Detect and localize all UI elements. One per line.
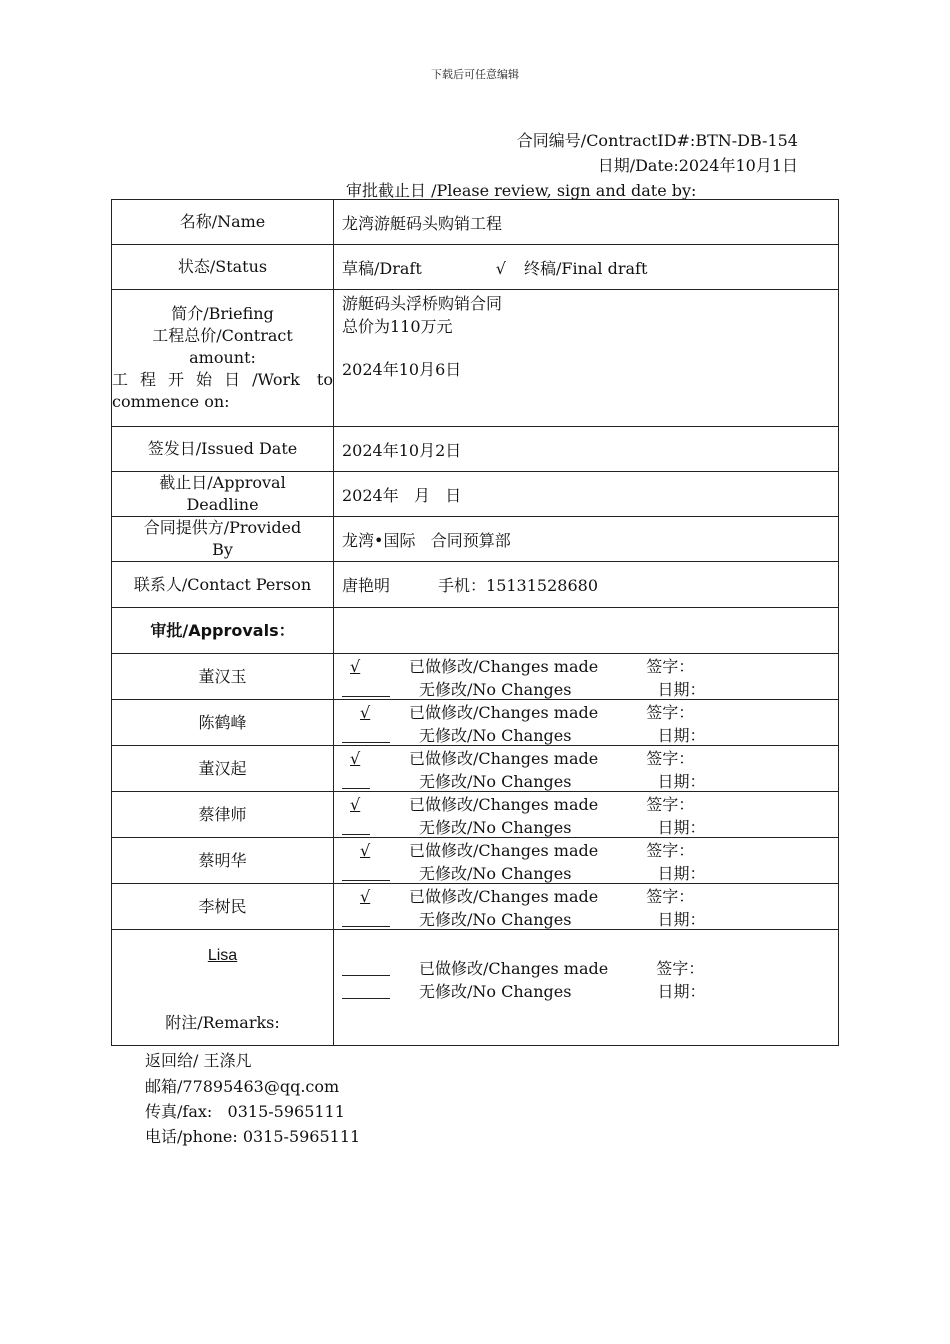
deadline-label-cell: [112, 472, 334, 517]
commence-label-2: commence on:: [112, 392, 230, 411]
no-changes-blank[interactable]: [342, 680, 390, 697]
deadline-label-2: Deadline: [186, 495, 259, 514]
briefing-value: 游艇码头浮桥购销合同: [342, 294, 503, 313]
changes-made-label: 已做修改/Changes made: [409, 657, 599, 676]
row-approvals-heading: [112, 608, 839, 654]
no-changes-label: 无修改/No Changes: [419, 864, 572, 883]
date-label: 日期：: [657, 982, 706, 1001]
lisa-options: [334, 930, 839, 1046]
changes-made-check[interactable]: √: [350, 657, 361, 676]
return-to: 返回给/ 王涤凡: [145, 1051, 252, 1070]
header-date: 日期/Date:2024年10月1日: [597, 156, 798, 175]
sign-label: 签字：: [646, 703, 695, 722]
approver-name: 蔡律师: [112, 792, 334, 838]
approver-row: [112, 838, 839, 884]
approver-name: 董汉起: [112, 746, 334, 792]
footer-fax: 传真/fax: 0315-5965111: [145, 1102, 345, 1121]
approver-options: [334, 746, 839, 792]
contract-id: 合同编号/ContractID#:BTN-DB-154: [516, 131, 798, 150]
approver-options: [334, 792, 839, 838]
approver-row: [112, 884, 839, 930]
no-changes-blank[interactable]: [342, 818, 370, 835]
lisa-row: [112, 930, 839, 1046]
footer-email[interactable]: 邮箱/77895463@qq.com: [145, 1077, 340, 1096]
contact-name: 唐艳明: [342, 576, 391, 595]
deadline-value: 2024年 月 日: [334, 472, 839, 517]
issued-label: 签发日/Issued Date: [112, 427, 334, 472]
status-draft: 草稿/Draft: [342, 258, 422, 278]
amount-value: 总价为110万元: [342, 317, 453, 336]
briefing-label: 简介/Briefing: [171, 304, 274, 323]
amount-label-1: 工程总价/Contract: [152, 326, 293, 345]
row-name: [112, 200, 839, 245]
status-label: 状态/Status: [112, 245, 334, 290]
changes-made-label: 已做修改/Changes made: [409, 749, 599, 768]
approver-name: 蔡明华: [112, 838, 334, 884]
no-changes-label: 无修改/No Changes: [419, 680, 572, 699]
date-label: 日期：: [657, 726, 706, 745]
no-changes-label: 无修改/No Changes: [419, 910, 572, 929]
approvals-empty-cell: [334, 608, 839, 654]
approver-options: [334, 884, 839, 930]
no-changes-blank[interactable]: [342, 910, 390, 927]
changes-made-check[interactable]: √: [360, 887, 371, 906]
no-changes-label: 无修改/No Changes: [419, 982, 572, 1001]
issued-value: 2024年10月2日: [334, 427, 839, 472]
approver-options: [334, 654, 839, 700]
changes-made-blank[interactable]: [342, 959, 390, 976]
date-label: 日期：: [657, 772, 706, 791]
row-contact: [112, 562, 839, 608]
approver-row: [112, 654, 839, 700]
name-label: 名称/Name: [112, 200, 334, 245]
status-value: [334, 245, 839, 290]
changes-made-check[interactable]: √: [350, 795, 361, 814]
remarks-label: 附注/Remarks:: [165, 1013, 280, 1032]
sign-label: 签字：: [646, 795, 695, 814]
approval-form-table: [111, 199, 839, 1046]
commence-label-1: 工程开始日/Work to: [112, 370, 333, 389]
date-label: 日期：: [657, 864, 706, 883]
approver-name: 董汉玉: [112, 654, 334, 700]
changes-made-check[interactable]: √: [360, 841, 371, 860]
no-changes-blank[interactable]: [342, 726, 390, 743]
changes-made-check[interactable]: √: [350, 749, 361, 768]
changes-made-label: 已做修改/Changes made: [409, 841, 599, 860]
no-changes-blank[interactable]: [342, 982, 390, 999]
changes-made-label: 已做修改/Changes made: [409, 795, 599, 814]
sign-label: 签字：: [656, 959, 705, 978]
approver-name: 李树民: [112, 884, 334, 930]
row-status: [112, 245, 839, 290]
approver-row: [112, 700, 839, 746]
commence-value: 2024年10月6日: [342, 360, 462, 379]
provided-label-2: By: [212, 540, 233, 559]
no-changes-blank[interactable]: [342, 864, 390, 881]
amount-label-2: amount:: [189, 348, 256, 367]
provided-label-1: 合同提供方/Provided: [143, 518, 302, 537]
contact-value: [334, 562, 839, 608]
sign-label: 签字：: [646, 887, 695, 906]
approver-row: [112, 746, 839, 792]
no-changes-label: 无修改/No Changes: [419, 818, 572, 837]
date-label: 日期：: [657, 680, 706, 699]
no-changes-label: 无修改/No Changes: [419, 726, 572, 745]
lisa-name: Lisa: [207, 947, 238, 964]
sign-label: 签字：: [646, 657, 695, 676]
approver-row: [112, 792, 839, 838]
no-changes-label: 无修改/No Changes: [419, 772, 572, 791]
sign-label: 签字：: [646, 749, 695, 768]
row-briefing: [112, 290, 839, 427]
deadline-label-1: 截止日/Approval: [159, 473, 286, 492]
changes-made-label: 已做修改/Changes made: [419, 959, 609, 978]
changes-made-label: 已做修改/Changes made: [409, 703, 599, 722]
name-value: 龙湾游艇码头购销工程: [334, 200, 839, 245]
date-label: 日期：: [657, 910, 706, 929]
contact-label: 联系人/Contact Person: [112, 562, 334, 608]
row-provided: [112, 517, 839, 562]
row-deadline: [112, 472, 839, 517]
changes-made-label: 已做修改/Changes made: [409, 887, 599, 906]
approver-options: [334, 700, 839, 746]
row-issued: [112, 427, 839, 472]
briefing-label-cell: [112, 290, 334, 427]
approvals-label: 审批/Approvals：: [112, 608, 334, 654]
approver-name: 陈鹤峰: [112, 700, 334, 746]
changes-made-check[interactable]: √: [360, 703, 371, 722]
review-line: 审批截止日 /Please review, sign and date by:: [346, 181, 697, 200]
provided-value: 龙湾•国际 合同预算部: [334, 517, 839, 562]
top-note: 下载后可任意编辑: [431, 68, 519, 81]
provided-label-cell: [112, 517, 334, 562]
approver-options: [334, 838, 839, 884]
lisa-cell: [112, 930, 334, 1046]
status-check-mark: √: [495, 258, 506, 278]
date-label: 日期：: [657, 818, 706, 837]
sign-label: 签字：: [646, 841, 695, 860]
contact-phone: 手机：15131528680: [438, 576, 598, 595]
briefing-value-cell: [334, 290, 839, 427]
status-final: 终稿/Final draft: [523, 258, 648, 278]
no-changes-blank[interactable]: [342, 772, 370, 789]
footer-phone: 电话/phone: 0315-5965111: [145, 1127, 361, 1146]
